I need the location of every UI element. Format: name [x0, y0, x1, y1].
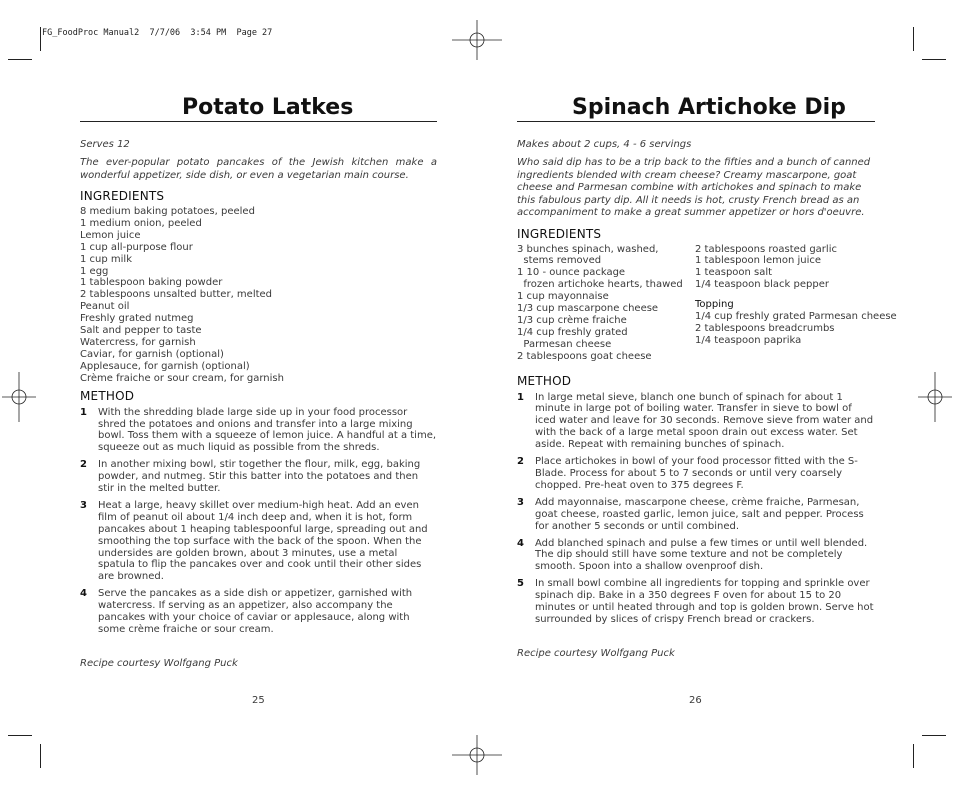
method-step [517, 538, 875, 574]
ingredient-item: Applesauce, for garnish (optional) [80, 360, 250, 372]
method-step [517, 392, 875, 452]
method-step [517, 456, 875, 492]
ingredient-item: Freshly grated nutmeg [80, 313, 194, 325]
ingredient-item: 1/4 cup freshly grated [517, 326, 628, 338]
crop-mark [922, 59, 946, 60]
right-page [517, 95, 897, 659]
title-rule [517, 121, 875, 122]
ingredients-list [80, 206, 437, 385]
recipe-courtesy: Recipe courtesy Wolfgang Puck [517, 647, 675, 659]
step-text: Add mayonnaise, mascarpone cheese, crème fraiche, Parmesan, goat cheese, roasted garlic, lemon juice, salt and pepper. Process for another 5 seconds or until combined. [535, 496, 864, 532]
ingredients-heading: INGREDIENTS [80, 189, 165, 203]
page-number: 25 [252, 695, 265, 706]
step-number: 2 [80, 459, 87, 471]
crop-mark [922, 735, 946, 736]
ingredient-item: 1/3 cup crème fraiche [517, 314, 627, 326]
crop-mark [40, 27, 41, 51]
ingredient-item: 2 tablespoons roasted garlic [695, 243, 837, 255]
ingredient-item: 1/3 cup mascarpone cheese [517, 303, 659, 315]
step-number: 5 [517, 578, 524, 590]
registration-mark-icon [452, 20, 502, 60]
method-step [80, 459, 437, 495]
registration-mark-icon [452, 735, 502, 775]
step-text: Heat a large, heavy skillet over medium-high heat. Add an even film of peanut oil about 1/4 inch deep and, when it is hot, form pancakes about 1 heaping tablespoonful large, spreading out and smoothing the top surface with the back of the spoon. When the undersides are golden brown, about 3 minutes, use a metal spatula to flip the pancakes over and cook until their other sides are browned. [98, 499, 428, 583]
ingredient-item: Crème fraiche or sour cream, for garnish [80, 372, 284, 384]
ingredient-item: 1 egg [80, 265, 109, 277]
step-text: In another mixing bowl, stir together the flour, milk, egg, baking powder, and nutmeg. Stir this batter into the potatoes and then stir in the melted butter. [98, 459, 421, 495]
recipe-title: Spinach Artichoke Dip [572, 95, 846, 120]
crop-mark [8, 735, 32, 736]
step-number: 1 [517, 391, 524, 403]
page-number: 26 [689, 695, 702, 706]
recipe-intro: The ever-popular potato pancakes of the Jewish kitchen make a wonderful appetizer, side dish, or even a vegetarian main course. [80, 157, 437, 181]
method-heading: METHOD [80, 388, 135, 403]
ingredient-item: Salt and pepper to taste [80, 325, 202, 337]
step-number: 2 [517, 456, 524, 468]
ingredient-item: 1 tablespoon baking powder [80, 277, 223, 289]
ingredient-item: Lemon juice [80, 229, 141, 241]
crop-mark [40, 744, 41, 768]
step-number: 4 [517, 537, 524, 549]
topping-item: 1/4 cup freshly grated Parmesan cheese [695, 311, 897, 323]
step-text: In large metal sieve, blanch one bunch of spinach for about 1 minute in large pot of boiling water. Transfer in sieve to bowl of iced water and leave for 30 seconds. Remove sieve from water and with the back of a large metal spoon drain out excess water. Set aside. Repeat with remaining bunches of spinach. [535, 391, 874, 451]
step-number: 3 [517, 496, 524, 508]
serving-size: Serves 12 [80, 139, 130, 150]
step-text: With the shredding blade large side up in your food processor shred the potatoes and onions and transfer into a large mixing bowl. Toss them with a squeeze of lemon juice. A handful at a time, squeeze out as much liquid as possible from the shreds. [98, 406, 437, 454]
ingredient-item: stems removed [517, 255, 602, 267]
step-text: In small bowl combine all ingredients for topping and sprinkle over spinach dip. Bake in a 350 degrees F oven for about 15 to 20 minutes or until heated through and top is golden brown. Serve hot surrounded by slices of crispy French bread or crackers. [535, 578, 874, 625]
ingredients-columns [517, 242, 897, 363]
ingredients-heading: INGREDIENTS [517, 226, 602, 241]
step-number: 4 [80, 588, 87, 600]
crop-mark [8, 59, 32, 60]
method-step [80, 407, 437, 455]
ingredient-item: Parmesan cheese [517, 338, 612, 350]
serving-size: Makes about 2 cups, 4 - 6 servings [517, 139, 692, 150]
print-slug: FG_FoodProc Manual2 7/7/06 3:54 PM Page 27 [42, 28, 273, 38]
step-text: Place artichokes in bowl of your food processor fitted with the S-Blade. Process for about 5 to 7 seconds or until very coarsely chopped. Pre-heat oven to 375 degrees F. [535, 456, 858, 491]
ingredients-list [695, 243, 897, 363]
title-rule [80, 121, 437, 122]
topping-item: 1/4 teaspoon paprika [695, 334, 802, 346]
ingredient-item: frozen artichoke hearts, thawed [517, 279, 683, 291]
topping-heading: Topping [695, 299, 734, 311]
ingredient-item: 1 cup milk [80, 253, 132, 265]
topping-item: 2 tablespoons breadcrumbs [695, 323, 835, 335]
step-number: 1 [80, 406, 87, 418]
ingredient-item: 8 medium baking potatoes, peeled [80, 206, 255, 217]
ingredient-item: 1 10 - ounce package [517, 267, 626, 279]
ingredient-item: 2 tablespoons goat cheese [517, 350, 652, 362]
left-page [80, 95, 437, 669]
ingredients-list [517, 244, 695, 363]
recipe-courtesy: Recipe courtesy Wolfgang Puck [80, 657, 238, 669]
registration-mark-icon [2, 372, 36, 422]
method-step [517, 497, 875, 533]
ingredient-item: 1 cup mayonnaise [517, 291, 609, 303]
registration-mark-icon [918, 372, 952, 422]
ingredient-item: 1 cup all-purpose flour [80, 241, 193, 253]
recipe-intro: Who said dip has to be a trip back to the fifties and a bunch of canned ingredients blended with cream cheese? Creamy mascarpone, goat cheese and Parmesan combine with artichokes and spinach to make this fabulous party dip. All it needs is hot, crusty French bread as an accompaniment to make a great summer appetizer or hors d'oeuvre. [517, 157, 871, 218]
ingredient-item: Peanut oil [80, 301, 130, 313]
ingredient-item: 1 teaspoon salt [695, 267, 773, 279]
step-number: 3 [80, 499, 87, 511]
ingredient-item: 3 bunches spinach, washed, [517, 243, 659, 255]
step-text: Serve the pancakes as a side dish or appetizer, garnished with watercress. If serving as an appetizer, also accompany the pancakes with your choice of caviar or applesauce, along with some crème fraiche or sour cream. [98, 588, 413, 635]
method-step [517, 578, 875, 626]
crop-mark [913, 27, 914, 51]
ingredient-item: 1/4 teaspoon black pepper [695, 279, 829, 291]
method-step [80, 588, 437, 636]
step-text: Add blanched spinach and pulse a few times or until well blended. The dip should still have some texture and not be completely smooth. Spoon into a shallow ovenproof dish. [535, 537, 868, 573]
method-step [80, 500, 437, 583]
ingredient-item: 1 tablespoon lemon juice [695, 255, 822, 267]
crop-mark [913, 744, 914, 768]
ingredient-item: 1 medium onion, peeled [80, 217, 202, 229]
ingredient-item: Watercress, for garnish [80, 336, 196, 348]
ingredient-item: 2 tablespoons unsalted butter, melted [80, 289, 273, 301]
recipe-title: Potato Latkes [182, 95, 354, 120]
method-heading: METHOD [517, 373, 572, 388]
ingredient-item: Caviar, for garnish (optional) [80, 348, 224, 360]
